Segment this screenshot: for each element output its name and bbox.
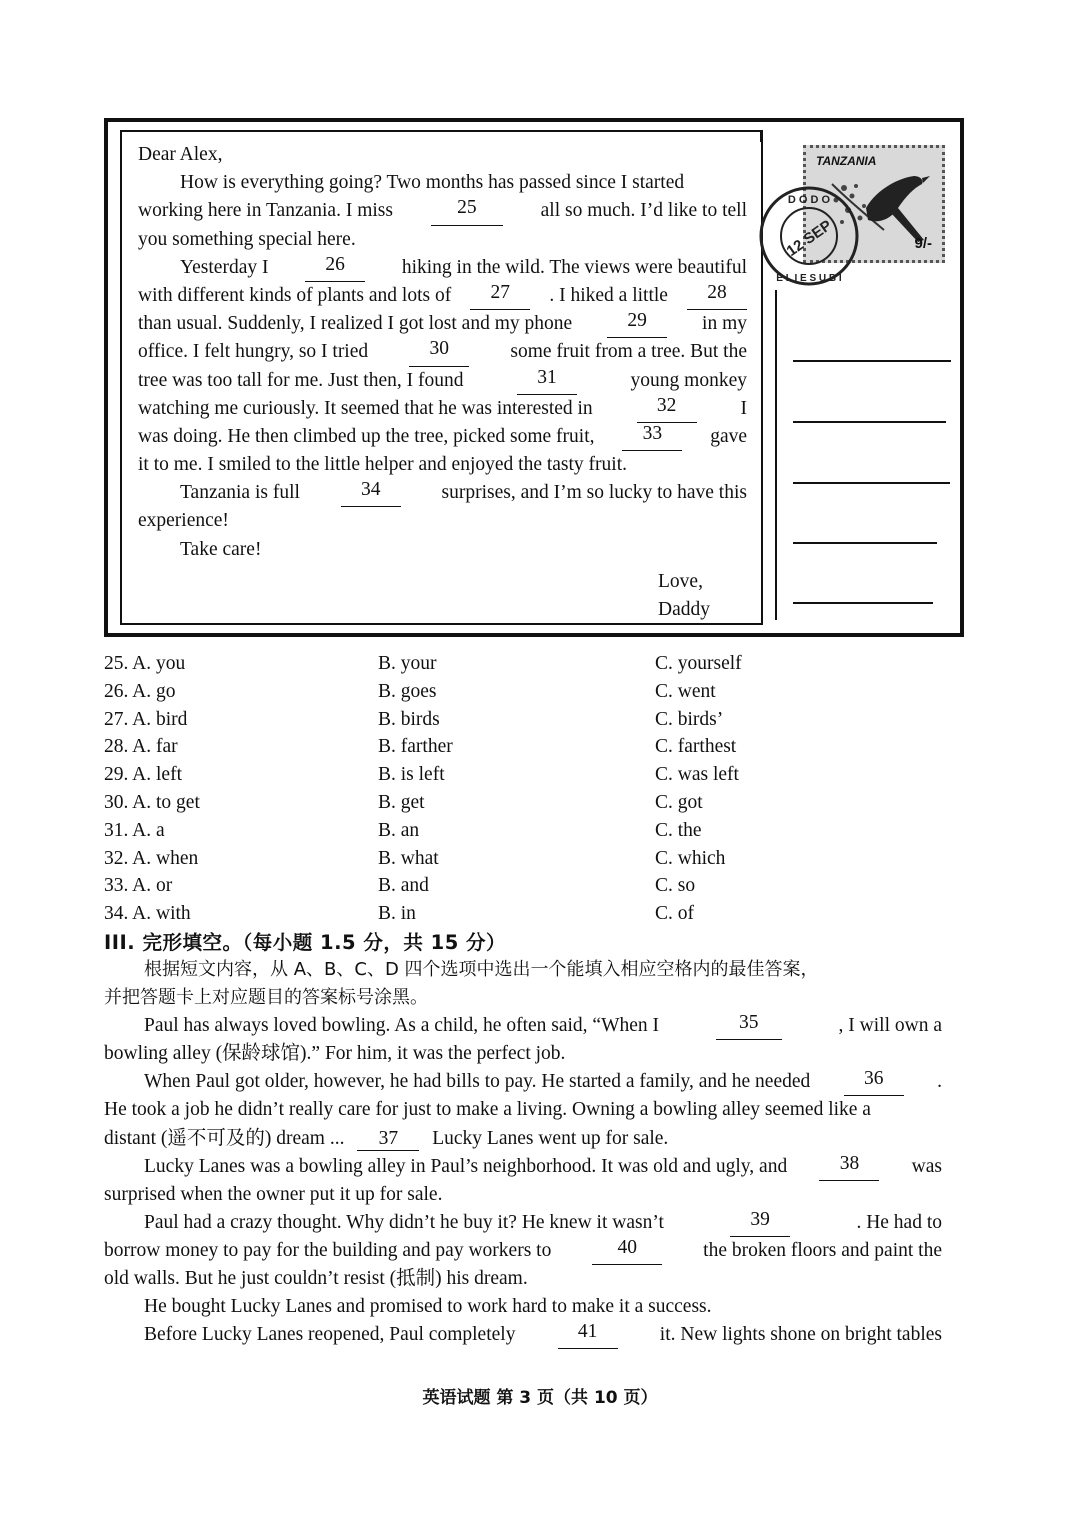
letter-line: with different kinds of plants and lots of 27 . I hiked a little 28 bbox=[138, 282, 747, 310]
postcard-divider bbox=[775, 290, 777, 620]
blank-40[interactable]: 40 bbox=[592, 1237, 662, 1265]
passage-line: distant (遥不可及的) dream ... 37 Lucky Lanes went up for sale. bbox=[104, 1127, 669, 1149]
option-c[interactable]: C. which bbox=[655, 847, 726, 869]
svg-text:E L I E S U B I: E L I E S U B I bbox=[776, 273, 842, 284]
option-c[interactable]: C. yourself bbox=[655, 653, 742, 674]
option-row bbox=[104, 733, 964, 761]
letter-line: than usual. Suddenly, I realized I got lost and my phone 29 in my bbox=[138, 310, 747, 338]
option-a[interactable]: 26. A. go bbox=[104, 680, 176, 702]
option-b[interactable]: B. in bbox=[378, 903, 416, 925]
page-footer: 英语试题 第 3 页（共 10 页） bbox=[422, 1388, 658, 1408]
option-row bbox=[104, 650, 964, 678]
letter-line: was doing. He then climbed up the tree, picked some fruit, 33 gave bbox=[138, 423, 747, 451]
option-row bbox=[104, 900, 964, 928]
letter-line: you something special here. bbox=[138, 228, 356, 250]
option-row bbox=[104, 817, 964, 845]
option-row bbox=[104, 845, 964, 873]
letter-box-notch bbox=[760, 130, 762, 142]
address-line bbox=[793, 421, 946, 423]
letter-closing: Love, bbox=[658, 570, 703, 592]
option-b[interactable]: B. goes bbox=[378, 680, 437, 702]
option-c[interactable]: C. the bbox=[655, 819, 702, 841]
letter-line: office. I felt hungry, so I tried 30 some fruit from a tree. But the bbox=[138, 338, 747, 366]
blank-26[interactable]: 26 bbox=[305, 254, 365, 282]
letter-line: Yesterday I 26 hiking in the wild. The views were beautiful bbox=[138, 254, 747, 282]
option-c[interactable]: C. of bbox=[655, 903, 694, 925]
blank-36[interactable]: 36 bbox=[844, 1068, 904, 1096]
letter-line: experience! bbox=[138, 510, 229, 532]
address-line bbox=[793, 602, 933, 604]
passage-line: Lucky Lanes was a bowling alley in Paul’s neighborhood. It was old and ugly, and 38 was bbox=[104, 1153, 942, 1181]
blank-32[interactable]: 32 bbox=[637, 395, 697, 423]
section-heading: III. 完形填空。（每小题 1.5 分，共 15 分） bbox=[104, 931, 507, 954]
instruction-line: 并把答题卡上对应题目的答案标号涂黑。 bbox=[104, 987, 428, 1009]
address-line bbox=[793, 542, 937, 544]
options-list bbox=[104, 650, 964, 928]
passage-line: surprised when the owner put it up for sale. bbox=[104, 1183, 443, 1205]
blank-34[interactable]: 34 bbox=[341, 479, 401, 507]
stamp-country: TANZANIA bbox=[816, 154, 877, 168]
option-b[interactable]: B. farther bbox=[378, 736, 453, 758]
option-row bbox=[104, 706, 964, 734]
option-a[interactable]: 28. A. far bbox=[104, 736, 178, 758]
option-a[interactable]: 32. A. when bbox=[104, 847, 199, 869]
instruction-line: 根据短文内容，从 A、B、C、D 四个选项中选出一个能填入相应空格内的最佳答案， bbox=[144, 959, 819, 980]
passage-line: bowling alley (保龄球馆).” For him, it was the perfect job. bbox=[104, 1043, 566, 1065]
blank-31[interactable]: 31 bbox=[517, 367, 577, 395]
letter-line: How is everything going? Two months has passed since I started bbox=[180, 172, 685, 194]
option-b[interactable]: B. what bbox=[378, 847, 439, 869]
blank-25[interactable]: 25 bbox=[431, 197, 503, 225]
option-a[interactable]: 27. A. bird bbox=[104, 708, 188, 730]
letter-signature: Daddy bbox=[658, 599, 710, 620]
option-b[interactable]: B. an bbox=[378, 819, 420, 841]
blank-28[interactable]: 28 bbox=[687, 282, 747, 310]
passage-line: He bought Lucky Lanes and promised to work hard to make it a success. bbox=[144, 1296, 712, 1318]
option-c[interactable]: C. got bbox=[655, 791, 703, 813]
option-a[interactable]: 31. A. a bbox=[104, 819, 165, 841]
passage-line: old walls. But he just couldn’t resist (抵制) his dream. bbox=[104, 1268, 528, 1290]
passage-line: Paul had a crazy thought. Why didn’t he buy it? He knew it wasn’t 39 . He had to bbox=[104, 1209, 942, 1237]
option-b[interactable]: B. is left bbox=[378, 764, 445, 786]
svg-text:D O D O: D O D O bbox=[787, 194, 831, 206]
option-a[interactable]: 25. A. you bbox=[104, 653, 186, 674]
address-line bbox=[793, 482, 950, 484]
option-b[interactable]: B. get bbox=[378, 791, 425, 813]
option-b[interactable]: B. your bbox=[378, 653, 437, 674]
option-b[interactable]: B. birds bbox=[378, 708, 440, 730]
blank-29[interactable]: 29 bbox=[607, 310, 667, 338]
option-row bbox=[104, 872, 964, 900]
letter-line: tree was too tall for me. Just then, I found 31 young monkey bbox=[138, 367, 747, 395]
option-a[interactable]: 30. A. to get bbox=[104, 791, 200, 813]
option-a[interactable]: 29. A. left bbox=[104, 764, 182, 786]
letter-line: watching me curiously. It seemed that he was interested in 32 I bbox=[138, 395, 747, 423]
passage-body bbox=[104, 956, 942, 1349]
option-c[interactable]: C. so bbox=[655, 875, 696, 897]
option-a[interactable]: 33. A. or bbox=[104, 875, 173, 897]
passage-line: He took a job he didn’t really care for just to make a living. Owning a bowling alley seemed like a bbox=[104, 1099, 871, 1121]
option-row bbox=[104, 761, 964, 789]
letter-line: working here in Tanzania. I miss 25 all so much. I’d like to tell bbox=[138, 197, 747, 225]
passage-line: Before Lucky Lanes reopened, Paul completely 41 it. New lights shone on bright tables bbox=[104, 1321, 942, 1349]
stamp-value: 9/- bbox=[914, 235, 932, 252]
letter-greeting: Dear Alex, bbox=[138, 144, 223, 165]
blank-33[interactable]: 33 bbox=[622, 423, 682, 451]
option-c[interactable]: C. birds’ bbox=[655, 708, 724, 730]
blank-38[interactable]: 38 bbox=[819, 1153, 879, 1181]
passage-line: Paul has always loved bowling. As a child, he often said, “When I 35 , I will own a bbox=[104, 1012, 942, 1040]
letter-line: Tanzania is full 34 surprises, and I’m so lucky to have this bbox=[138, 479, 747, 507]
blank-39[interactable]: 39 bbox=[730, 1209, 790, 1237]
passage-line: borrow money to pay for the building and pay workers to 40 the broken floors and paint the bbox=[104, 1237, 942, 1265]
blank-30[interactable]: 30 bbox=[409, 338, 469, 366]
option-c[interactable]: C. went bbox=[655, 680, 716, 702]
letter-line: Take care! bbox=[180, 538, 262, 560]
option-c[interactable]: C. farthest bbox=[655, 736, 737, 758]
postmark-icon bbox=[756, 183, 862, 289]
address-line bbox=[793, 360, 951, 362]
svg-text:12 SEP: 12 SEP bbox=[783, 216, 835, 260]
passage-line: When Paul got older, however, he had bills to pay. He started a family, and he needed 36 . bbox=[104, 1068, 942, 1096]
option-row bbox=[104, 678, 964, 706]
letter-line: it to me. I smiled to the little helper and enjoyed the tasty fruit. bbox=[138, 454, 628, 476]
option-row bbox=[104, 789, 964, 817]
option-b[interactable]: B. and bbox=[378, 875, 429, 897]
letter-body bbox=[138, 141, 747, 624]
blank-27[interactable]: 27 bbox=[470, 282, 530, 310]
option-c[interactable]: C. was left bbox=[655, 764, 739, 786]
blank-41[interactable]: 41 bbox=[558, 1321, 618, 1349]
option-a[interactable]: 34. A. with bbox=[104, 903, 191, 925]
blank-37[interactable]: 37 bbox=[357, 1128, 419, 1151]
blank-35[interactable]: 35 bbox=[716, 1012, 782, 1040]
